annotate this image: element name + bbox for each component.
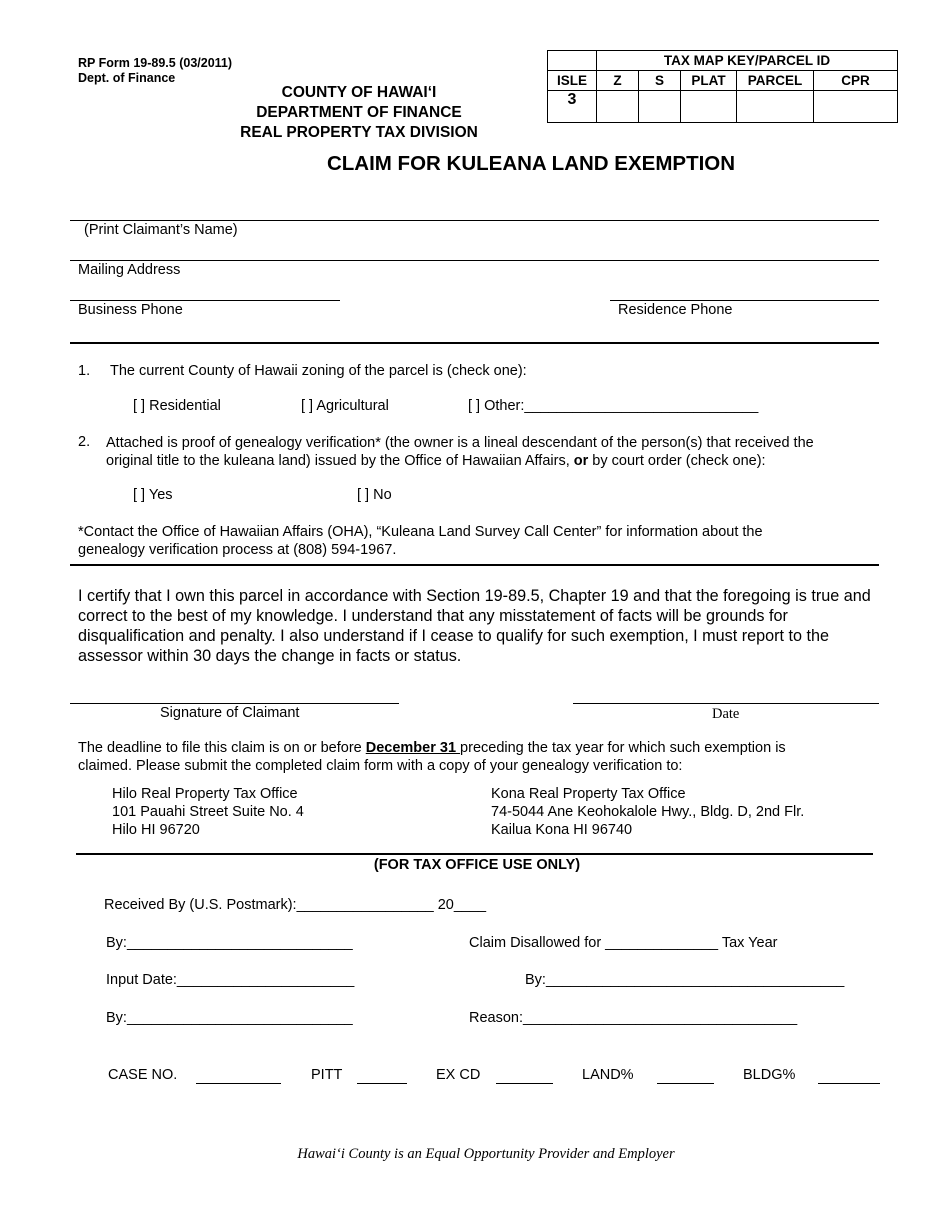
q2-number: 2. (78, 434, 91, 450)
tmk-cpr-value[interactable] (814, 91, 898, 123)
kona-office-name: Kona Real Property Tax Office (491, 786, 686, 802)
received-by-field[interactable]: Received By (U.S. Postmark):_________________ 20____ (104, 897, 487, 913)
tmk-plat-value[interactable] (681, 91, 737, 123)
business-phone-label: Business Phone (78, 302, 183, 318)
section-divider-2 (70, 564, 879, 566)
mailing-address-label: Mailing Address (78, 262, 181, 278)
kona-office-street: 74-5044 Ane Keohokalole Hwy., Bldg. D, 2nd Flr. (491, 804, 805, 820)
tmk-parcel-value[interactable] (737, 91, 814, 123)
zoning-residential-checkbox[interactable]: [ ] Residential (133, 398, 221, 414)
office-use-heading: (FOR TAX OFFICE USE ONLY) (373, 857, 581, 873)
tmk-col-cpr: CPR (814, 71, 898, 91)
date-label: Date (712, 706, 740, 722)
oha-note-line2: genealogy verification process at (808) 594-1967. (78, 542, 397, 558)
dept-label: Dept. of Finance (78, 71, 176, 85)
q2-text-line1: Attached is proof of genealogy verification* (the owner is a lineal descendant of the person(s) that received the (106, 435, 814, 451)
deadline-post: preceding the tax year for which such exemption is (460, 740, 786, 756)
zoning-other-checkbox[interactable]: [ ] Other:_____________________________ (468, 398, 759, 414)
oha-note (78, 523, 878, 559)
q1-number: 1. (78, 363, 91, 379)
tmk-col-s: S (639, 71, 681, 91)
land-pct-line[interactable] (657, 1083, 714, 1084)
form-id-block (78, 56, 232, 86)
genealogy-no-checkbox[interactable]: [ ] No (357, 487, 392, 503)
deadline-date: December 31 (365, 740, 461, 756)
claim-disallowed-field[interactable]: Claim Disallowed for ______________ Tax Year (469, 935, 778, 951)
reason-field[interactable]: Reason:__________________________________ (469, 1010, 798, 1026)
ex-cd-label: EX CD (436, 1067, 481, 1083)
residence-phone-line[interactable] (610, 300, 879, 301)
q1-text: The current County of Hawaii zoning of the parcel is (check one): (110, 363, 527, 379)
footer-statement: Hawai‘i County is an Equal Opportunity Provider and Employer (297, 1146, 675, 1162)
hilo-office-city: Hilo HI 96720 (112, 822, 200, 838)
bldg-pct-line[interactable] (818, 1083, 880, 1084)
tmk-caption: TAX MAP KEY/PARCEL ID (597, 51, 898, 71)
tmk-col-parcel: PARCEL (737, 71, 814, 91)
bldg-pct-label: BLDG% (743, 1067, 796, 1083)
county-name: COUNTY OF HAWAI‘I (281, 84, 437, 101)
by-field-3[interactable]: By:____________________________ (106, 1010, 353, 1026)
hilo-office-address (112, 785, 304, 839)
q2-text-line2-bold: or (573, 453, 589, 469)
signature-line[interactable] (70, 703, 399, 704)
by-field-2[interactable]: By:_____________________________________ (525, 972, 845, 988)
deadline-line2: claimed. Please submit the completed claim form with a copy of your genealogy verification to: (78, 758, 683, 774)
tmk-s-value[interactable] (639, 91, 681, 123)
pitt-label: PITT (311, 1067, 343, 1083)
mailing-address-line[interactable] (70, 260, 879, 261)
kona-office-address (491, 785, 804, 839)
claimant-name-label: (Print Claimant’s Name) (84, 222, 238, 238)
hilo-office-name: Hilo Real Property Tax Office (112, 786, 298, 802)
office-use-divider (76, 853, 873, 855)
deadline-pre: The deadline to file this claim is on or before (78, 740, 366, 756)
q2-text-line2 (106, 452, 814, 470)
q2-text-line2-pre: original title to the kuleana land) issued by the Office of Hawaiian Affairs, (106, 453, 574, 469)
section-divider (70, 342, 879, 344)
deadline-line1 (78, 739, 878, 757)
tmk-col-z: Z (597, 71, 639, 91)
by-field-1[interactable]: By:____________________________ (106, 935, 353, 951)
certification-text: I certify that I own this parcel in accordance with Section 19-89.5, Chapter 19 and that the foregoing is true and correct to the best of my knowledge. I understand that any misstatement of facts will be grounds for disqualification and penalty. I also understand if I cease to qualify for such exemption, I must report to the assessor within 30 days the change in facts or status. (78, 587, 871, 665)
claimant-name-line[interactable] (70, 220, 879, 221)
q2-text (106, 434, 814, 470)
input-date-field[interactable]: Input Date:______________________ (106, 972, 355, 988)
residence-phone-label: Residence Phone (618, 302, 733, 318)
department-name: DEPARTMENT OF FINANCE (256, 104, 462, 121)
pitt-line[interactable] (357, 1083, 407, 1084)
case-no-label: CASE NO. (108, 1067, 178, 1083)
tmk-isle-value[interactable]: 3 (548, 91, 597, 123)
date-line[interactable] (573, 703, 879, 704)
zoning-agricultural-checkbox[interactable]: [ ] Agricultural (301, 398, 389, 414)
case-no-line[interactable] (196, 1083, 281, 1084)
tmk-z-value[interactable] (597, 91, 639, 123)
kona-office-city: Kailua Kona HI 96740 (491, 822, 633, 838)
land-pct-label: LAND% (582, 1067, 634, 1083)
oha-note-line1: *Contact the Office of Hawaiian Affairs (OHA), “Kuleana Land Survey Call Center” for information about the (78, 524, 763, 540)
division-name: REAL PROPERTY TAX DIVISION (240, 124, 478, 141)
q2-text-line2-post: by court order (check one): (588, 453, 766, 469)
form-title: CLAIM FOR KULEANA LAND EXEMPTION (326, 152, 736, 175)
hilo-office-street: 101 Pauahi Street Suite No. 4 (112, 804, 304, 820)
deadline-text (78, 739, 878, 775)
genealogy-yes-checkbox[interactable]: [ ] Yes (133, 487, 173, 503)
business-phone-line[interactable] (70, 300, 340, 301)
agency-heading (220, 83, 498, 143)
form-number: RP Form 19-89.5 (03/2011) (78, 56, 233, 70)
ex-cd-line[interactable] (496, 1083, 553, 1084)
tmk-table (547, 50, 898, 123)
tmk-col-plat: PLAT (681, 71, 737, 91)
tmk-col-isle: ISLE (548, 71, 597, 91)
signature-label: Signature of Claimant (160, 705, 300, 721)
